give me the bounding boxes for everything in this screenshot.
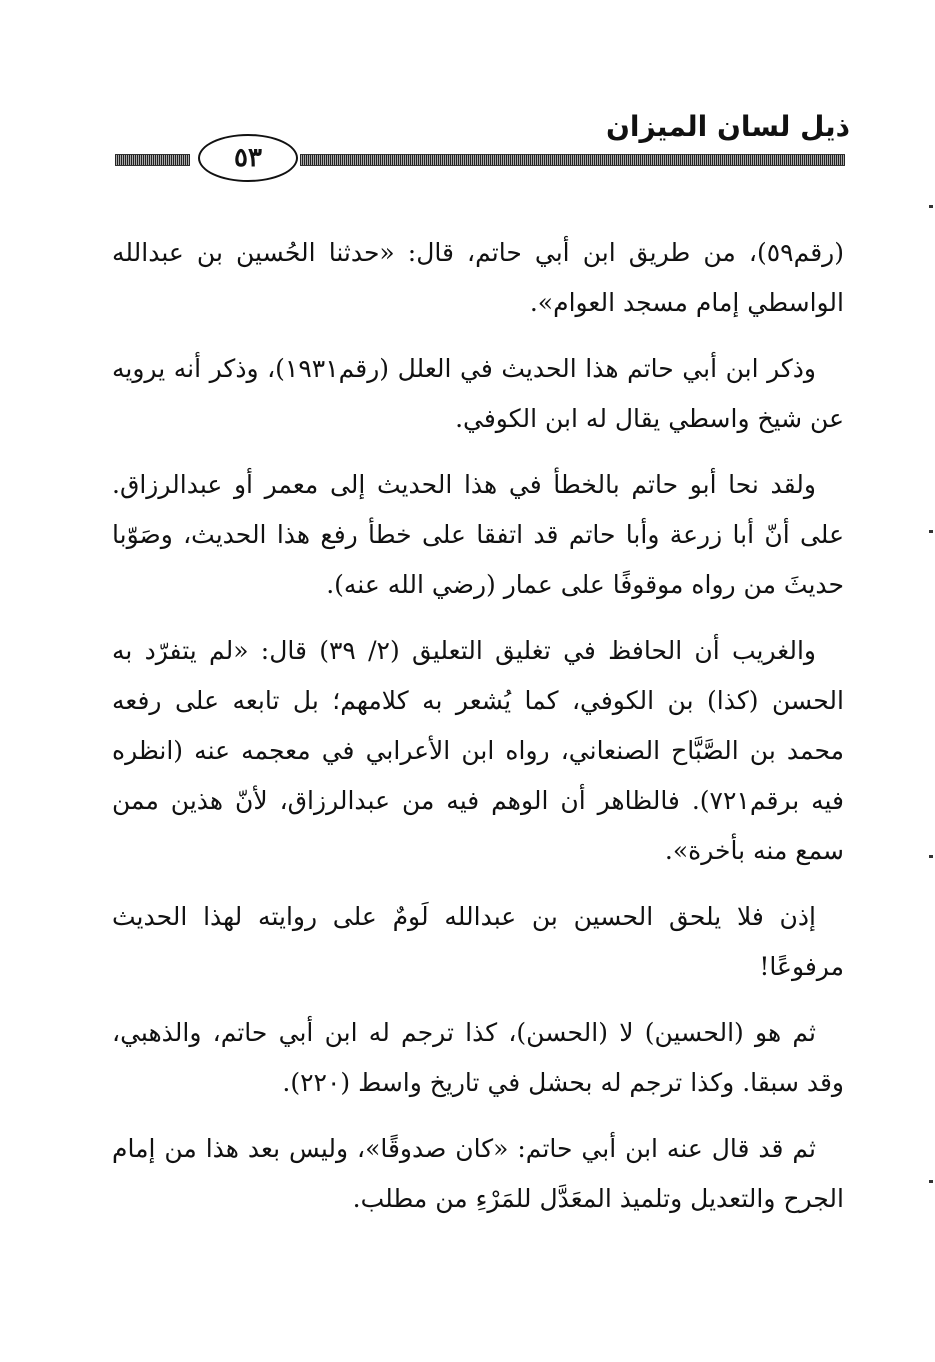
paragraph-3: ولقد نحا أبو حاتم بالخطأ في هذا الحديث إلى معمر أو عبدالرزاق. على أنّ أبا زرعة وأبا حاتم قد اتفقا على خطأ رفع هذا الحديث، وصَوّبا حديثَ من رواه موقوفًا على عمار (رضي الله عنه). (112, 470, 844, 599)
scan-edge-mark (929, 205, 933, 208)
scan-edge-mark (929, 855, 933, 858)
scan-edge-mark (929, 530, 933, 533)
scan-edge-mark (929, 1180, 933, 1183)
page-body (112, 228, 844, 1240)
page-number: ٥٣ (198, 134, 298, 182)
paragraph-4: والغريب أن الحافظ في تغليق التعليق (٢/ ٣٩) قال: «لم يتفرّد به الحسن (كذا) بن الكوفي، كما يُشعر به كلامهم؛ بل تابعه على رفعه محمد بن الصَّبَّاح الصنعاني، رواه ابن الأعرابي في معجمه عنه (انظره فيه برقم٧٢١). فالظاهر أن الوهم فيه من عبدالرزاق، لأنّ هذين ممن سمع منه بأخرة». (112, 636, 844, 865)
header-rule-right (300, 154, 845, 166)
book-title: ذيل لسان الميزان (605, 110, 850, 143)
header-rule-left (115, 154, 190, 166)
paragraph-7: ثم قد قال عنه ابن أبي حاتم: «كان صدوقًا»، وليس بعد هذا من إمام الجرح والتعديل وتلميذ المعَدَّل للمَرْءِ من مطلب. (112, 1134, 844, 1213)
paragraph-5: إذن فلا يلحق الحسين بن عبدالله لَومٌ على روايته لهذا الحديث مرفوعًا! (112, 902, 844, 981)
paragraph-6: ثم هو (الحسين) لا (الحسن)، كذا ترجم له ابن أبي حاتم، والذهبي، وقد سبقا. وكذا ترجم له بحشل في تاريخ واسط (٢٢٠). (112, 1018, 844, 1097)
paragraph-2: وذكر ابن أبي حاتم هذا الحديث في العلل (رقم١٩٣١)، وذكر أنه يرويه عن شيخ واسطي يقال له ابن الكوفي. (112, 354, 844, 433)
paragraph-1: (رقم٥٩)، من طريق ابن أبي حاتم، قال: «حدثنا الحُسين بن عبدالله الواسطي إمام مسجد العوام». (112, 238, 844, 317)
page-header (110, 100, 850, 190)
